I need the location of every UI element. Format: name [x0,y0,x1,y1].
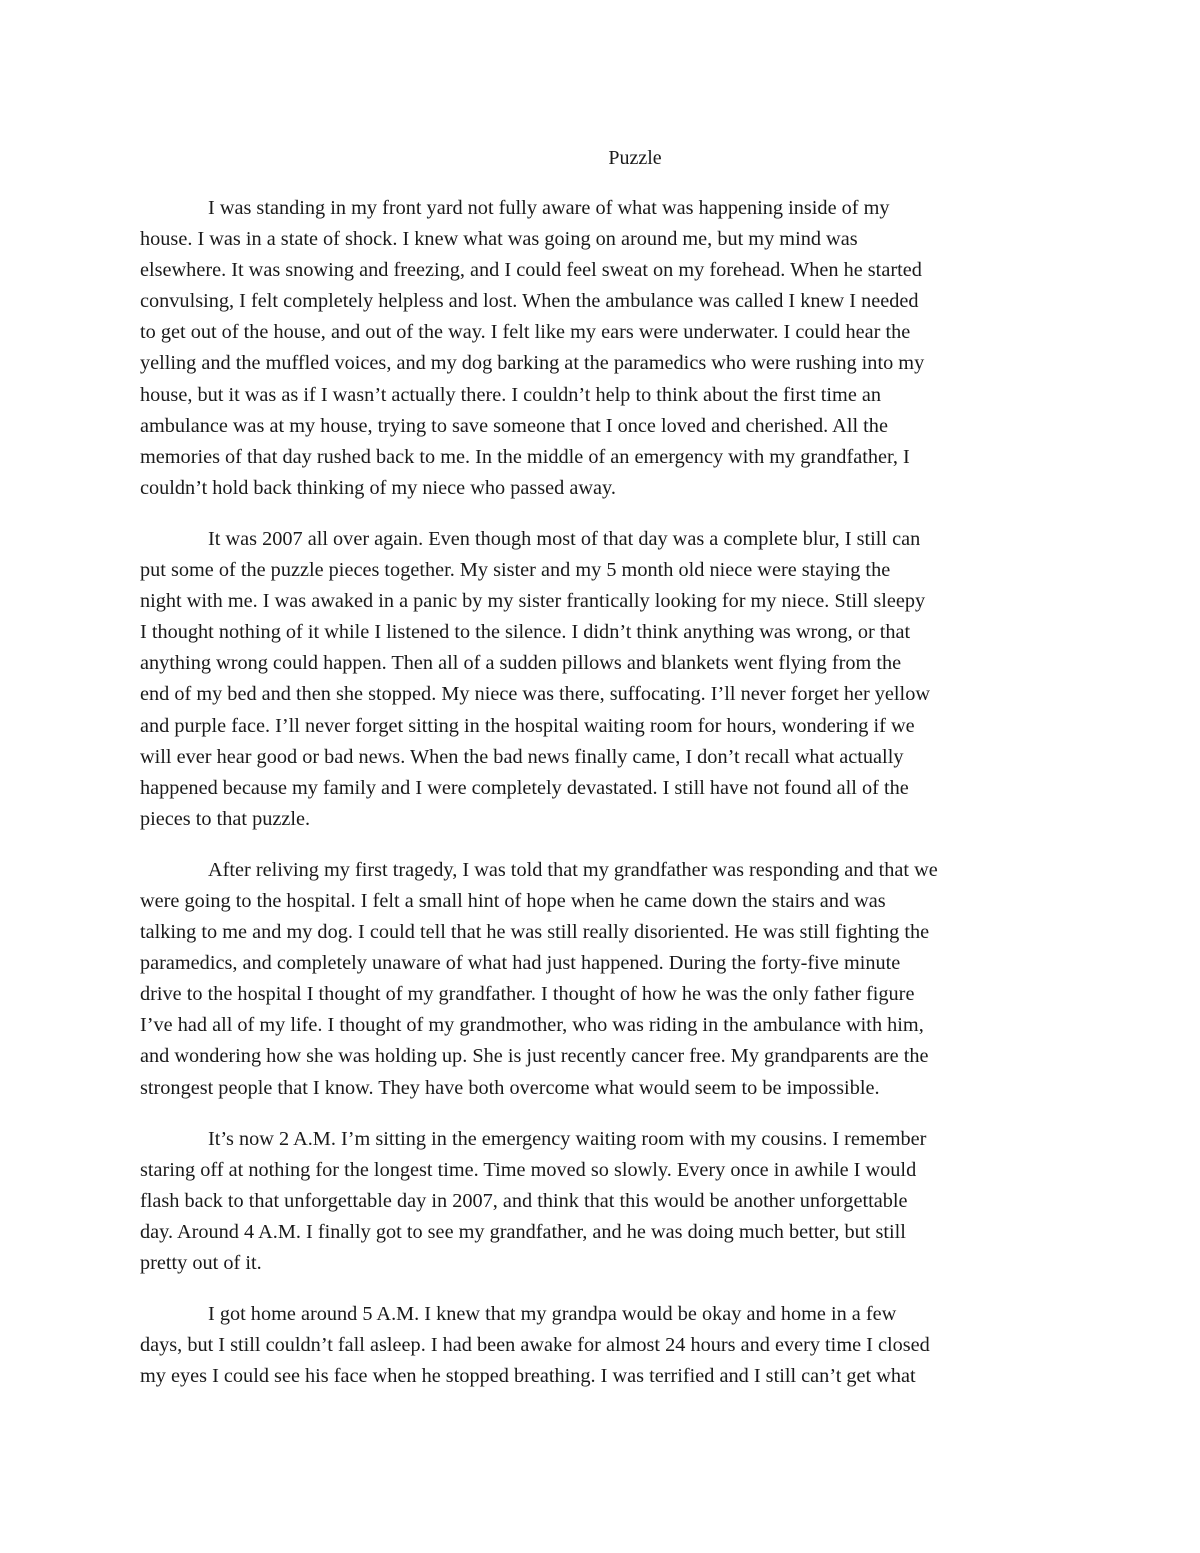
paragraph-line: staring off at nothing for the longest time. Time moved so slowly. Every once in awhile I would [140,1158,917,1181]
paragraph-4 [140,1124,1065,1279]
paragraph-line: pretty out of it. [140,1252,262,1274]
paragraph-line: put some of the puzzle pieces together. My sister and my 5 month old niece were staying the [140,559,891,582]
paragraph-line: and purple face. I’ll never forget sitting in the hospital waiting room for hours, wondering if we [140,714,915,737]
paragraph-line: happened because my family and I were completely devastated. I still have not found all of the [140,776,909,799]
paragraph-line: paramedics, and completely unaware of what had just happened. During the forty-five minute [140,952,901,975]
paragraph-line: I got home around 5 A.M. I knew that my grandpa would be okay and home in a few [208,1303,897,1326]
paragraph-line: to get out of the house, and out of the way. I felt like my ears were underwater. I could hear the [140,321,911,344]
paragraph-line: I was standing in my front yard not fully aware of what was happening inside of my [208,197,890,219]
paragraph-line: couldn’t hold back thinking of my niece who passed away. [140,476,616,499]
paragraph-line: end of my bed and then she stopped. My niece was there, suffocating. I’ll never forget her yellow [140,683,930,706]
paragraph-line: I’ve had all of my life. I thought of my grandmother, who was riding in the ambulance with him, [140,1014,924,1037]
paragraph-line: will ever hear good or bad news. When the bad news finally came, I don’t recall what actually [140,745,904,768]
paragraph-line: It’s now 2 A.M. I’m sitting in the emergency waiting room with my cousins. I remember [208,1127,927,1150]
paragraph-line: convulsing, I felt completely helpless and lost. When the ambulance was called I knew I needed [140,290,919,313]
paragraph-line: house. I was in a state of shock. I knew what was going on around me, but my mind was [140,228,858,251]
paragraph-5 [140,1299,1065,1392]
paragraph-line: flash back to that unforgettable day in 2007, and think that this would be another unforgettable [140,1189,908,1212]
paragraph-line: talking to me and my dog. I could tell that he was still really disoriented. He was still fighting the [140,921,930,944]
paragraph-line: pieces to that puzzle. [140,807,311,830]
paragraph-line: ambulance was at my house, trying to save someone that I once loved and cherished. All the [140,414,888,437]
paragraph-2 [140,524,1065,835]
paragraph-line: strongest people that I know. They have both overcome what would seem to be impossible. [140,1076,880,1099]
paragraph-line: my eyes I could see his face when he stopped breathing. I was terrified and I still can’t get what [140,1365,916,1388]
document-body [140,193,1065,1412]
paragraph-line: It was 2007 all over again. Even though most of that day was a complete blur, I still can [208,527,921,550]
paragraph-line: days, but I still couldn’t fall asleep. I had been awake for almost 24 hours and every time I closed [140,1334,930,1357]
document-title: Puzzle [608,147,662,169]
paragraph-line: After reliving my first tragedy, I was told that my grandfather was responding and that we [208,858,938,881]
paragraph-line: house, but it was as if I wasn’t actually there. I couldn’t help to think about the first time an [140,383,882,406]
paragraph-line: night with me. I was awaked in a panic by my sister frantically looking for my niece. Still sleepy [140,590,926,613]
paragraph-line: were going to the hospital. I felt a small hint of hope when he came down the stairs and was [140,889,886,912]
paragraph-line: anything wrong could happen. Then all of a sudden pillows and blankets went flying from the [140,652,902,675]
paragraph-line: elsewhere. It was snowing and freezing, and I could feel sweat on my forehead. When he started [140,259,922,282]
paragraph-1 [140,193,1065,504]
paragraph-line: and wondering how she was holding up. She is just recently cancer free. My grandparents are the [140,1045,929,1068]
paragraph-line: I thought nothing of it while I listened to the silence. I didn’t think anything was wrong, or that [140,621,911,644]
paragraph-line: memories of that day rushed back to me. In the middle of an emergency with my grandfather, I [140,445,910,468]
paragraph-line: day. Around 4 A.M. I finally got to see my grandfather, and he was doing much better, but still [140,1220,906,1243]
paragraph-line: drive to the hospital I thought of my grandfather. I thought of how he was the only father figure [140,983,915,1006]
paragraph-line: yelling and the muffled voices, and my dog barking at the paramedics who were rushing into my [140,352,925,375]
paragraph-3 [140,855,1065,1104]
